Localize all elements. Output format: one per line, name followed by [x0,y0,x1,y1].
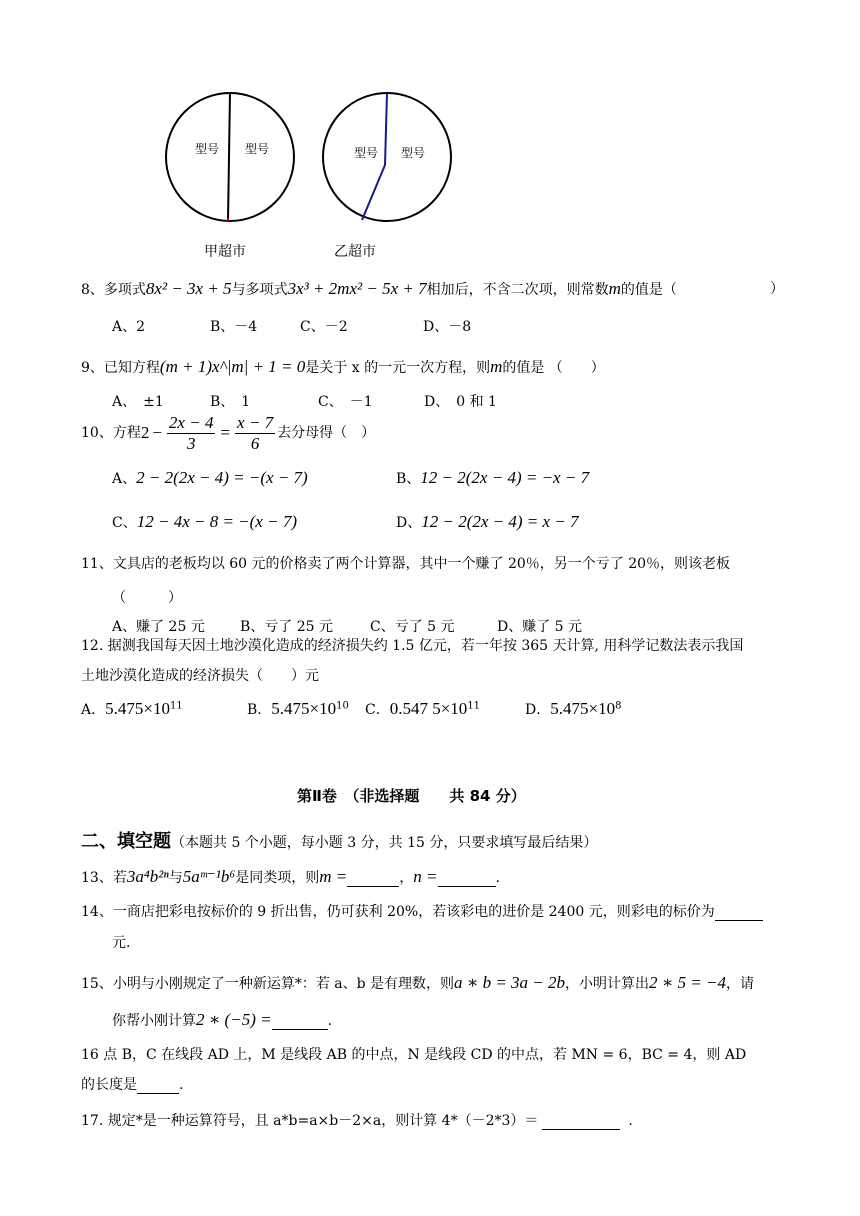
q8-poly-2: 3x³ + 2mx² − 5x + 7 [287,279,427,298]
q12-option-a-base: 5.475×10 [105,699,170,718]
question-14-line-2: 元. [112,935,131,951]
q10-option-c [112,513,297,532]
q8-poly-1: 8x² − 3x + 5 [145,279,232,298]
q13-end: . [495,870,500,886]
q14-blank[interactable] [715,906,763,921]
q9-option-a: A、 ±1 [112,394,164,410]
q10-fraction-1-num: 2x − 4 [168,412,214,432]
question-10 [81,412,375,454]
section-2-header: 第Ⅱ卷 （非选择题 共 84 分） [297,787,526,805]
pie-jia-label-left: 型号 [195,142,220,156]
q10-fraction-2 [235,413,275,454]
question-9 [81,358,605,377]
q10-option-a [112,469,308,488]
question-13 [81,868,500,887]
q13-text-1: 与 [168,870,183,886]
q10-option-b-expr: 12 − 2(2x − 4) = −x − 7 [420,468,590,487]
q12-option-b-base: 5.475×10 [271,699,337,718]
q13-n-blank[interactable] [438,872,496,887]
q12-option-c-base: 0.547 5×10 [389,699,468,718]
q11-option-d: D、赚了 5 元 [497,619,583,635]
q8-text-3: 相加后，不含二次项，则常数 [426,282,609,298]
pie-yi-label-left: 型号 [354,146,379,160]
q9-num: 9、 [81,360,104,376]
q9-text-1: 已知方程 [103,360,160,376]
q12-option-b-exp: 10 [336,700,349,712]
q9-equation: (m + 1)x^|m| + 1 = 0 [159,357,306,376]
q9-option-d: D、 0 和 1 [424,394,497,410]
q12-option-b-label: B． [247,702,272,718]
q15-text-3: ，请 [726,976,755,992]
q8-option-b: B、－4 [210,319,258,335]
q12-option-a [81,700,183,719]
q10-option-d-label: D、 [396,515,422,531]
q10-option-c-label: C、 [112,515,137,531]
q9-text-2: 是关于 x 的一元一次方程，则 [305,360,491,376]
q9-var: m [490,357,503,376]
question-8 [81,280,677,299]
q10-option-c-expr: 12 − 4x − 8 = −(x − 7) [136,512,297,531]
q12-option-b [247,700,349,719]
q10-text-1: 方程 [112,425,141,441]
q17-end: . [628,1113,633,1129]
q12-option-d-exp: 8 [615,700,622,712]
q10-equals: = [220,423,231,442]
q12-option-d-label: D． [525,702,551,718]
q10-two: 2 [140,423,150,442]
q10-fraction-1 [167,413,216,454]
q17-blank[interactable] [542,1115,620,1130]
q10-num: 10、 [81,425,113,441]
q11-paren: （ ） [112,590,182,606]
question-17 [81,1112,633,1130]
q13-num: 13、若 [81,870,127,886]
q16-text: 的长度是 [81,1077,137,1093]
q8-option-d: D、－8 [423,319,472,335]
q10-option-a-label: A、 [112,471,137,487]
q13-m-blank[interactable] [347,872,399,887]
q13-m-label: m = [319,867,348,886]
q10-fraction-1-den: 3 [186,433,196,453]
q12-option-c-exp: 11 [467,700,481,712]
pie-jia-label-right: 型号 [245,142,270,156]
q12-option-c-label: C． [365,702,390,718]
question-12-line-1: 12. 据测我国每天因土地沙漠化造成的经济损失约 1.5 亿元，若一年按 365 天计算, 用科学记数法表示我国 [81,638,744,654]
question-15-line-1 [81,974,754,993]
q10-fraction-2-num: x − 7 [237,412,274,432]
q11-option-a: A、赚了 25 元 [112,619,205,635]
q11-option-b: B、亏了 25 元 [240,619,334,635]
q17-text: 17. 规定*是一种运算符号，且 a*b=a×b－2×a，则计算 4*（－2*3）＝ [81,1113,539,1129]
section-2-title-row [81,830,597,855]
section-2-title: 二、填空题 [81,831,171,852]
q15-text-2: ，小明计算出 [565,976,650,992]
q12-option-d-base: 5.475×10 [550,699,616,718]
q15-def: a ∗ b = 3a − 2b [454,973,566,992]
caption-yi: 乙超市 [334,244,376,260]
q12-option-a-exp: 11 [169,700,183,712]
q8-num: 8、 [81,282,104,298]
q10-option-d-expr: 12 − 2(2x − 4) = x − 7 [421,512,579,531]
q15-text-4: 你帮小刚计算 [112,1013,196,1029]
caption-jia: 甲超市 [204,244,246,260]
q10-text-2: 去分母得（ ） [277,425,376,441]
q15-end: . [327,1013,333,1029]
q10-option-b-label: B、 [396,471,421,487]
q8-option-c: C、－2 [300,319,348,335]
q13-term-1: 3a⁴b²ⁿ [126,867,169,886]
q8-option-a: A、2 [112,319,146,335]
q15-blank[interactable] [272,1015,328,1030]
q9-text-3: 的值是 （ ） [502,360,605,376]
pie-jia-divider [228,93,230,221]
q13-n-label: n = [413,867,438,886]
question-14-line-1 [81,903,763,921]
q10-fraction-2-den: 6 [250,433,260,453]
q8-paren-close: ） [770,281,784,297]
question-15-line-2 [112,1011,332,1030]
q16-end: . [179,1077,184,1093]
q10-option-a-expr: 2 − 2(2x − 4) = −(x − 7) [136,468,308,487]
q9-option-b: B、 1 [210,394,251,410]
q13-text-3: ， [399,870,414,886]
pie-figure [150,90,470,240]
q8-text-1: 多项式 [103,282,146,298]
question-12-line-2: 土地沙漠化造成的经济损失（ ）元 [81,668,319,684]
q9-option-c: C、 －1 [318,394,373,410]
q12-option-c [365,700,480,719]
q15-expr: 2 ∗ (−5) = [196,1010,272,1029]
q8-var: m [608,279,621,298]
q12-option-d [525,700,621,719]
q14-text: 14、一商店把彩电按标价的 9 折出售，仍可获利 20%，若该彩电的进价是 2400 元，则彩电的标价为 [81,904,715,920]
q8-text-4: 的值是（ [620,282,677,298]
q10-option-d [396,513,579,532]
section-2-note: （本题共 5 个小题，每小题 3 分，共 15 分，只要求填写最后结果） [171,835,598,851]
question-16-line-2 [81,1076,183,1094]
q15-text-1: 15、小明与小刚规定了一种新运算*：若 a、b 是有理数，则 [81,976,455,992]
q15-example: 2 ∗ 5 = −4 [649,973,727,992]
q8-text-2: 与多项式 [231,282,288,298]
q16-blank[interactable] [137,1079,179,1094]
q10-minus: − [152,423,162,442]
pie-yi-label-right: 型号 [401,146,426,160]
q13-term-2: 5aᵐ⁻¹b⁶ [182,867,236,886]
question-11: 11、文具店的老板均以 60 元的价格卖了两个计算器，其中一个赚了 20％，另一个亏了 20％，则该老板 [81,556,731,572]
q11-option-c: C、亏了 5 元 [370,619,455,635]
q13-text-2: 是同类项，则 [235,870,320,886]
q10-option-b [396,469,589,488]
q12-option-a-label: A． [81,702,106,718]
question-16-line-1: 16 点 B，C 在线段 AD 上，M 是线段 AB 的中点，N 是线段 CD 的中点，若 MN = 6，BC = 4，则 AD [81,1047,747,1063]
